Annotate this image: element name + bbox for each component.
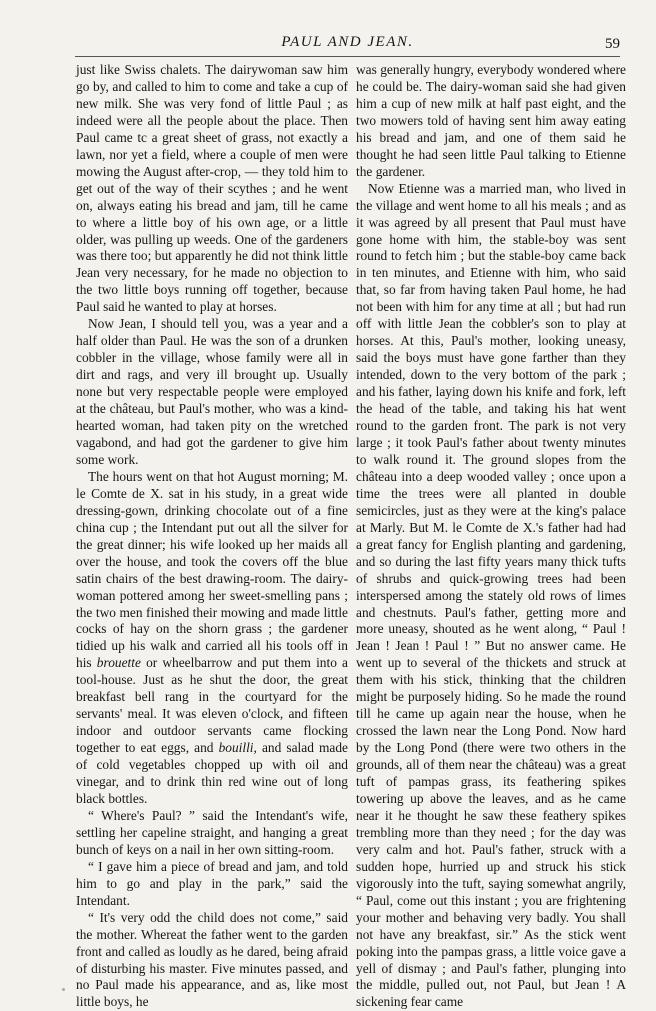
paper-speck xyxy=(62,988,65,991)
header-rule xyxy=(75,56,620,57)
paragraph: “ It's very odd the child does not come,” said the mother. Whereat the father went to the garden front and called as loudly as he dared, being afraid of disturbing his master. Five minutes passed, and no Paul made his a​ppearance, and as, like most little boys, he xyxy=(76,909,348,1010)
paragraph: The hours went on that hot August morning; M. le Comte de X. sat in his study, in a great wide dressing-gown, drinking chocolate out of a fine china cup ; the Intendant put out all the silver for the great dinner; his wife looked up her maids all over the house, and took the covers off the blue satin chairs of the best drawing-room. The dairy-woman pottered among her sweet-smelling pans ; the two men finished their mowing and made little cocks of hay on the shorn grass ; the gardener tidied up his walk and carried all his tools off in his brouette or wheelbarrow and put them into a tool-house. Just as he shut the door, the great breakfast bell rang in the courtyard for the servants' meal. It was eleven o'clock, and fifteen indoor and outdoor servants came flocking together to eat eggs, and bouilli, and salad made of cold vegetables chopped up with oil and vinegar, and to drink thin red wine out of long black bottles. xyxy=(76,468,348,806)
paragraph: was generally hungry, everybody wondered where he could be. The dairy-woman said she had given him a cup of new milk at half past eight, and the two mowers told of having sent him away eating his bread and jam, and one of them said he thought he had seen little Paul talking to Etienne the gardener. xyxy=(356,62,626,179)
page-number: 59 xyxy=(605,36,620,52)
paragraph: “ I gave him a piece of bread and jam, and told him to go and play in the park,” said the Intendant. xyxy=(76,858,348,908)
paragraph: just like Swiss chalets. The dairywoman saw him go by, and called to him to come and take a cup of new milk. She was very fond of little Paul ; as indeed were all the people about the place. Then Paul came tc a great sheet of grass, not exactly a lawn, nor yet a field, where a couple of men were mowing the August after-crop, — they told him to get out of the way of their scythes ; and he went on, always eating his bread and jam, till he came to where a little boy of his own age, or a little older, was pulling up weeds. One of the gardeners was there too; but apparently he did not think little Jean very necessary, for he made no objection to the two little boys running off together, because Paul said he wanted to play at horses. xyxy=(76,62,348,315)
running-title: PAUL AND JEAN. xyxy=(281,34,414,50)
left-column xyxy=(76,62,348,1011)
paragraph: Now Etienne was a married man, who lived in the village and went home to all his meals ; and as it was agreed by all present that Paul must have gone home with him, the stable-boy was sent round to fetch him ; but the stable-boy came back in ten minutes, and Etienne with him, who said that, so far from having taken Paul home, he had not been with him for any time at all ; but had run off with little Jean the cobbler's son to play at horses. At this, Paul's mother, looking uneasy, said the boys must have gone farther than they intended, down to the very bottom of the park ; and his father, laying down his knife and fork, left the head of the table, and taking his hat went round to the garden front. The park is not very large ; it took Paul's father about twenty minutes to walk round it. The ground slopes from the château into a deep wooded valley ; once upon a time the trees were all planted in double semicircles, just as they were at the king's palace at Marly. But M. le Comte de X.'s father had had a great fancy for English planting and gardening, and so during the last fifty years many thick tufts of shrubs and quick-growing trees had been interspersed among the stately old rows of limes and chestnuts. Paul's father, getting more and more uneasy, shouted as he went along, “ Paul ! Jean ! Jean ! Paul ! ” But no answer came. He went up to several of the thickets and struck at them with his stick, thinking that the children might be purposely hiding. So he made the round till he came up again near the house, when he crossed the lawn near the Long Pond. Now hard by the Long Pond (there were two others in the grounds, all of them near the château) was a great tuft of pampas grass, its feathering spikes towering up above the leaves, and as he came near it he thought he saw these feathery spikes trembling more than they need ; for the day was very calm and hot. Paul's father, struck with a sudden hope, hurried up and struck his stick vigorously into the tuft, saying somewhat angrily, “ Paul, come out this instant ; you are frightening your mother and behaving very badly. You shall not have any breakfast, sir.” As the stick went poking into the pampas grass, a little voice gave a yell of dismay ; and Paul's father, plunging into the middle, pulled out, not Paul, but Jean ! A sickening fear came xyxy=(356,180,626,1010)
right-column xyxy=(356,62,626,1011)
paragraph: “ Where's Paul? ” said the Intendant's wife, settling her capeline straight, and hanging a great bunch of keys on a nail in her own sitting-room. xyxy=(76,807,348,857)
paragraph: Now Jean, I should tell you, was a year and a half older than Paul. He was the son of a drunken cobbler in the village, whose family were all in dirt and rags, and very ill brought up. Usually none but very respectable people were employed at the château, but Paul's mother, who was a kind-hearted woman, had taken pity on the wretched vagabond, and had got the gardener to give him some work. xyxy=(76,316,348,467)
page-header xyxy=(75,34,620,56)
